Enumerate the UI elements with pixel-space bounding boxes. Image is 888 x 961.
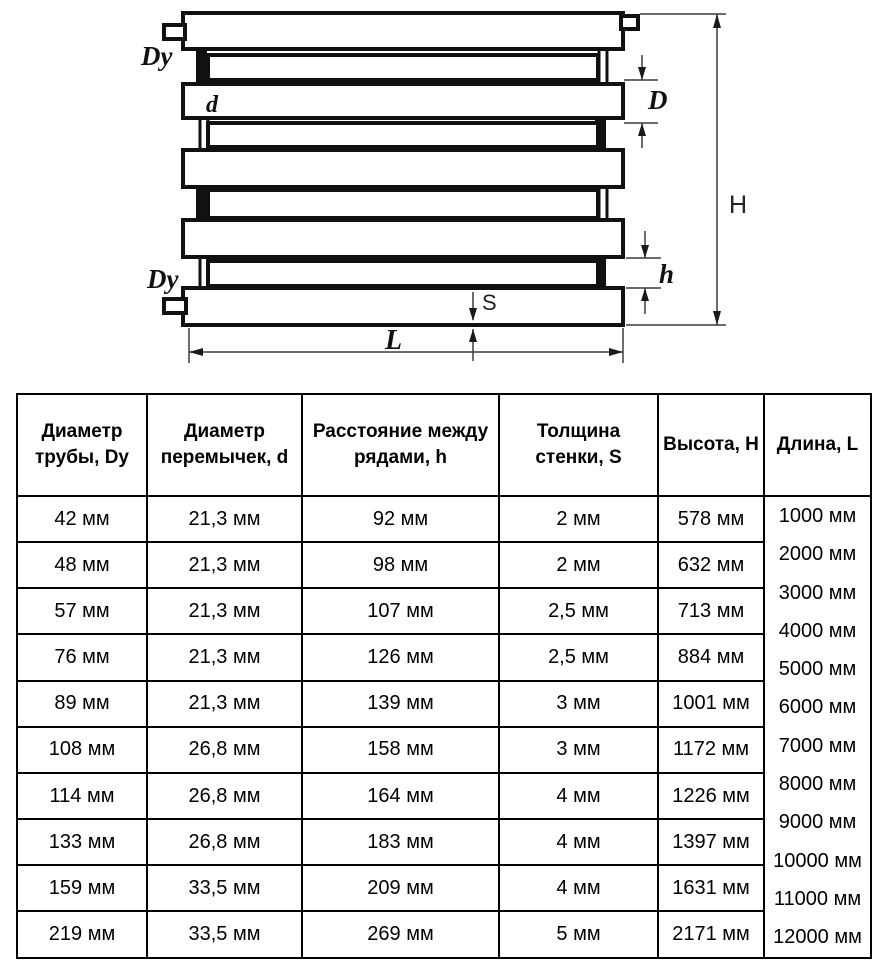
cell-height: 2171 мм: [658, 911, 764, 957]
table-row: [17, 773, 871, 819]
cell-h: 158 мм: [302, 727, 499, 773]
length-option: 1000 мм: [778, 505, 857, 527]
cell-dy: 159 мм: [17, 865, 147, 911]
cell-s: 2,5 мм: [499, 634, 658, 680]
length-option: 2000 мм: [778, 543, 857, 566]
cell-height: 1001 мм: [658, 681, 764, 727]
cell-d: 33,5 мм: [147, 911, 302, 957]
table-row: [17, 727, 871, 773]
tube-row-9: [183, 288, 623, 325]
cell-d: 26,8 мм: [147, 819, 302, 865]
header-row: [17, 394, 871, 496]
cell-dy: 42 мм: [17, 496, 147, 542]
tubes: [183, 13, 623, 325]
length-option: 7000 мм: [778, 734, 857, 757]
length-option: 10000 мм: [773, 849, 862, 872]
table-row: [17, 819, 871, 865]
spec-table: [16, 393, 872, 959]
col-header-height-h: Высота, H: [658, 394, 764, 496]
label-H: H: [729, 191, 748, 219]
tube-row-2: [208, 55, 598, 80]
col-header-length-l: Длина, L: [764, 394, 871, 496]
table-row: [17, 911, 871, 957]
cell-dy: 114 мм: [17, 773, 147, 819]
cell-length-merged: [764, 496, 871, 958]
cell-h: 107 мм: [302, 588, 499, 634]
arrow-down-icon: [713, 311, 721, 325]
cell-height: 1172 мм: [658, 727, 764, 773]
cell-d: 33,5 мм: [147, 865, 302, 911]
cell-d: 21,3 мм: [147, 681, 302, 727]
cell-h: 164 мм: [302, 773, 499, 819]
cell-d: 21,3 мм: [147, 588, 302, 634]
table-row: [17, 681, 871, 727]
cell-d: 21,3 мм: [147, 634, 302, 680]
cell-h: 92 мм: [302, 496, 499, 542]
dimension-L: [189, 328, 623, 363]
cell-dy: 76 мм: [17, 634, 147, 680]
table-row: [17, 634, 871, 680]
tube-row-5: [183, 150, 623, 187]
table-row: [17, 496, 871, 542]
cell-height: 1631 мм: [658, 865, 764, 911]
label-D: D: [648, 85, 668, 115]
cell-dy: 219 мм: [17, 911, 147, 957]
jumper-solid: [196, 47, 207, 86]
arrow-down-icon: [641, 245, 649, 258]
cell-height: 1397 мм: [658, 819, 764, 865]
cell-s: 3 мм: [499, 681, 658, 727]
cell-s: 4 мм: [499, 773, 658, 819]
dimension-H: [626, 14, 726, 325]
label-S: S: [482, 290, 497, 315]
cell-s: 2 мм: [499, 542, 658, 588]
label-dy-bottom: Dy: [147, 264, 179, 294]
cell-s: 2 мм: [499, 496, 658, 542]
cell-dy: 133 мм: [17, 819, 147, 865]
length-option: 8000 мм: [778, 773, 857, 796]
cell-d: 21,3 мм: [147, 496, 302, 542]
jumper-solid: [196, 185, 207, 222]
label-d: d: [206, 92, 218, 118]
arrow-up-icon: [641, 288, 649, 301]
stub-top-right: [621, 16, 638, 29]
cell-dy: 48 мм: [17, 542, 147, 588]
cell-h: 269 мм: [302, 911, 499, 957]
cell-height: 632 мм: [658, 542, 764, 588]
length-option: 5000 мм: [778, 658, 857, 681]
cell-dy: 57 мм: [17, 588, 147, 634]
col-header-row-spacing-h: Расстояние между рядами, h: [302, 394, 499, 496]
cell-height: 713 мм: [658, 588, 764, 634]
arrow-right-icon: [609, 348, 623, 356]
cell-h: 139 мм: [302, 681, 499, 727]
cell-height: 578 мм: [658, 496, 764, 542]
col-header-jumper-d: Диаметр перемычек, d: [147, 394, 302, 496]
tube-row-3: [183, 84, 623, 118]
length-option: 3000 мм: [778, 581, 857, 604]
dimension-h: [626, 231, 661, 314]
cell-s: 3 мм: [499, 727, 658, 773]
cell-height: 1226 мм: [658, 773, 764, 819]
cell-height: 884 мм: [658, 634, 764, 680]
pipe-register-diagram: [0, 0, 888, 390]
cell-s: 4 мм: [499, 819, 658, 865]
cell-h: 183 мм: [302, 819, 499, 865]
label-dy-top: Dy: [141, 41, 173, 71]
cell-s: 5 мм: [499, 911, 658, 957]
col-header-wall-s: Толщина стенки, S: [499, 394, 658, 496]
cell-s: 2,5 мм: [499, 588, 658, 634]
arrow-down-icon: [638, 67, 646, 80]
cell-d: 26,8 мм: [147, 727, 302, 773]
length-option: 11000 мм: [773, 887, 862, 910]
cell-h: 209 мм: [302, 865, 499, 911]
cell-s: 4 мм: [499, 865, 658, 911]
cell-dy: 89 мм: [17, 681, 147, 727]
tube-row-1: [183, 13, 623, 49]
tube-row-8: [208, 261, 598, 286]
cell-dy: 108 мм: [17, 727, 147, 773]
stub-top-left: [164, 25, 185, 39]
arrow-up-icon: [469, 329, 477, 342]
cell-d: 21,3 мм: [147, 542, 302, 588]
length-option: 6000 мм: [778, 696, 857, 719]
length-option: 9000 мм: [778, 811, 857, 834]
length-option: 4000 мм: [778, 619, 857, 642]
cell-h: 126 мм: [302, 634, 499, 680]
table-row: [17, 588, 871, 634]
length-option: 12000 мм: [773, 926, 862, 949]
cell-h: 98 мм: [302, 542, 499, 588]
tube-row-6: [208, 190, 598, 218]
stub-bottom-left: [164, 299, 186, 313]
arrow-left-icon: [189, 348, 203, 356]
table-row: [17, 865, 871, 911]
label-L: L: [385, 325, 403, 356]
table-row: [17, 542, 871, 588]
arrow-up-icon: [638, 123, 646, 136]
tube-row-4: [208, 123, 598, 147]
col-header-diameter-dy: Диаметр трубы, Dy: [17, 394, 147, 496]
label-h: h: [659, 259, 675, 289]
arrow-up-icon: [713, 14, 721, 28]
tube-row-7: [183, 220, 623, 257]
cell-d: 26,8 мм: [147, 773, 302, 819]
